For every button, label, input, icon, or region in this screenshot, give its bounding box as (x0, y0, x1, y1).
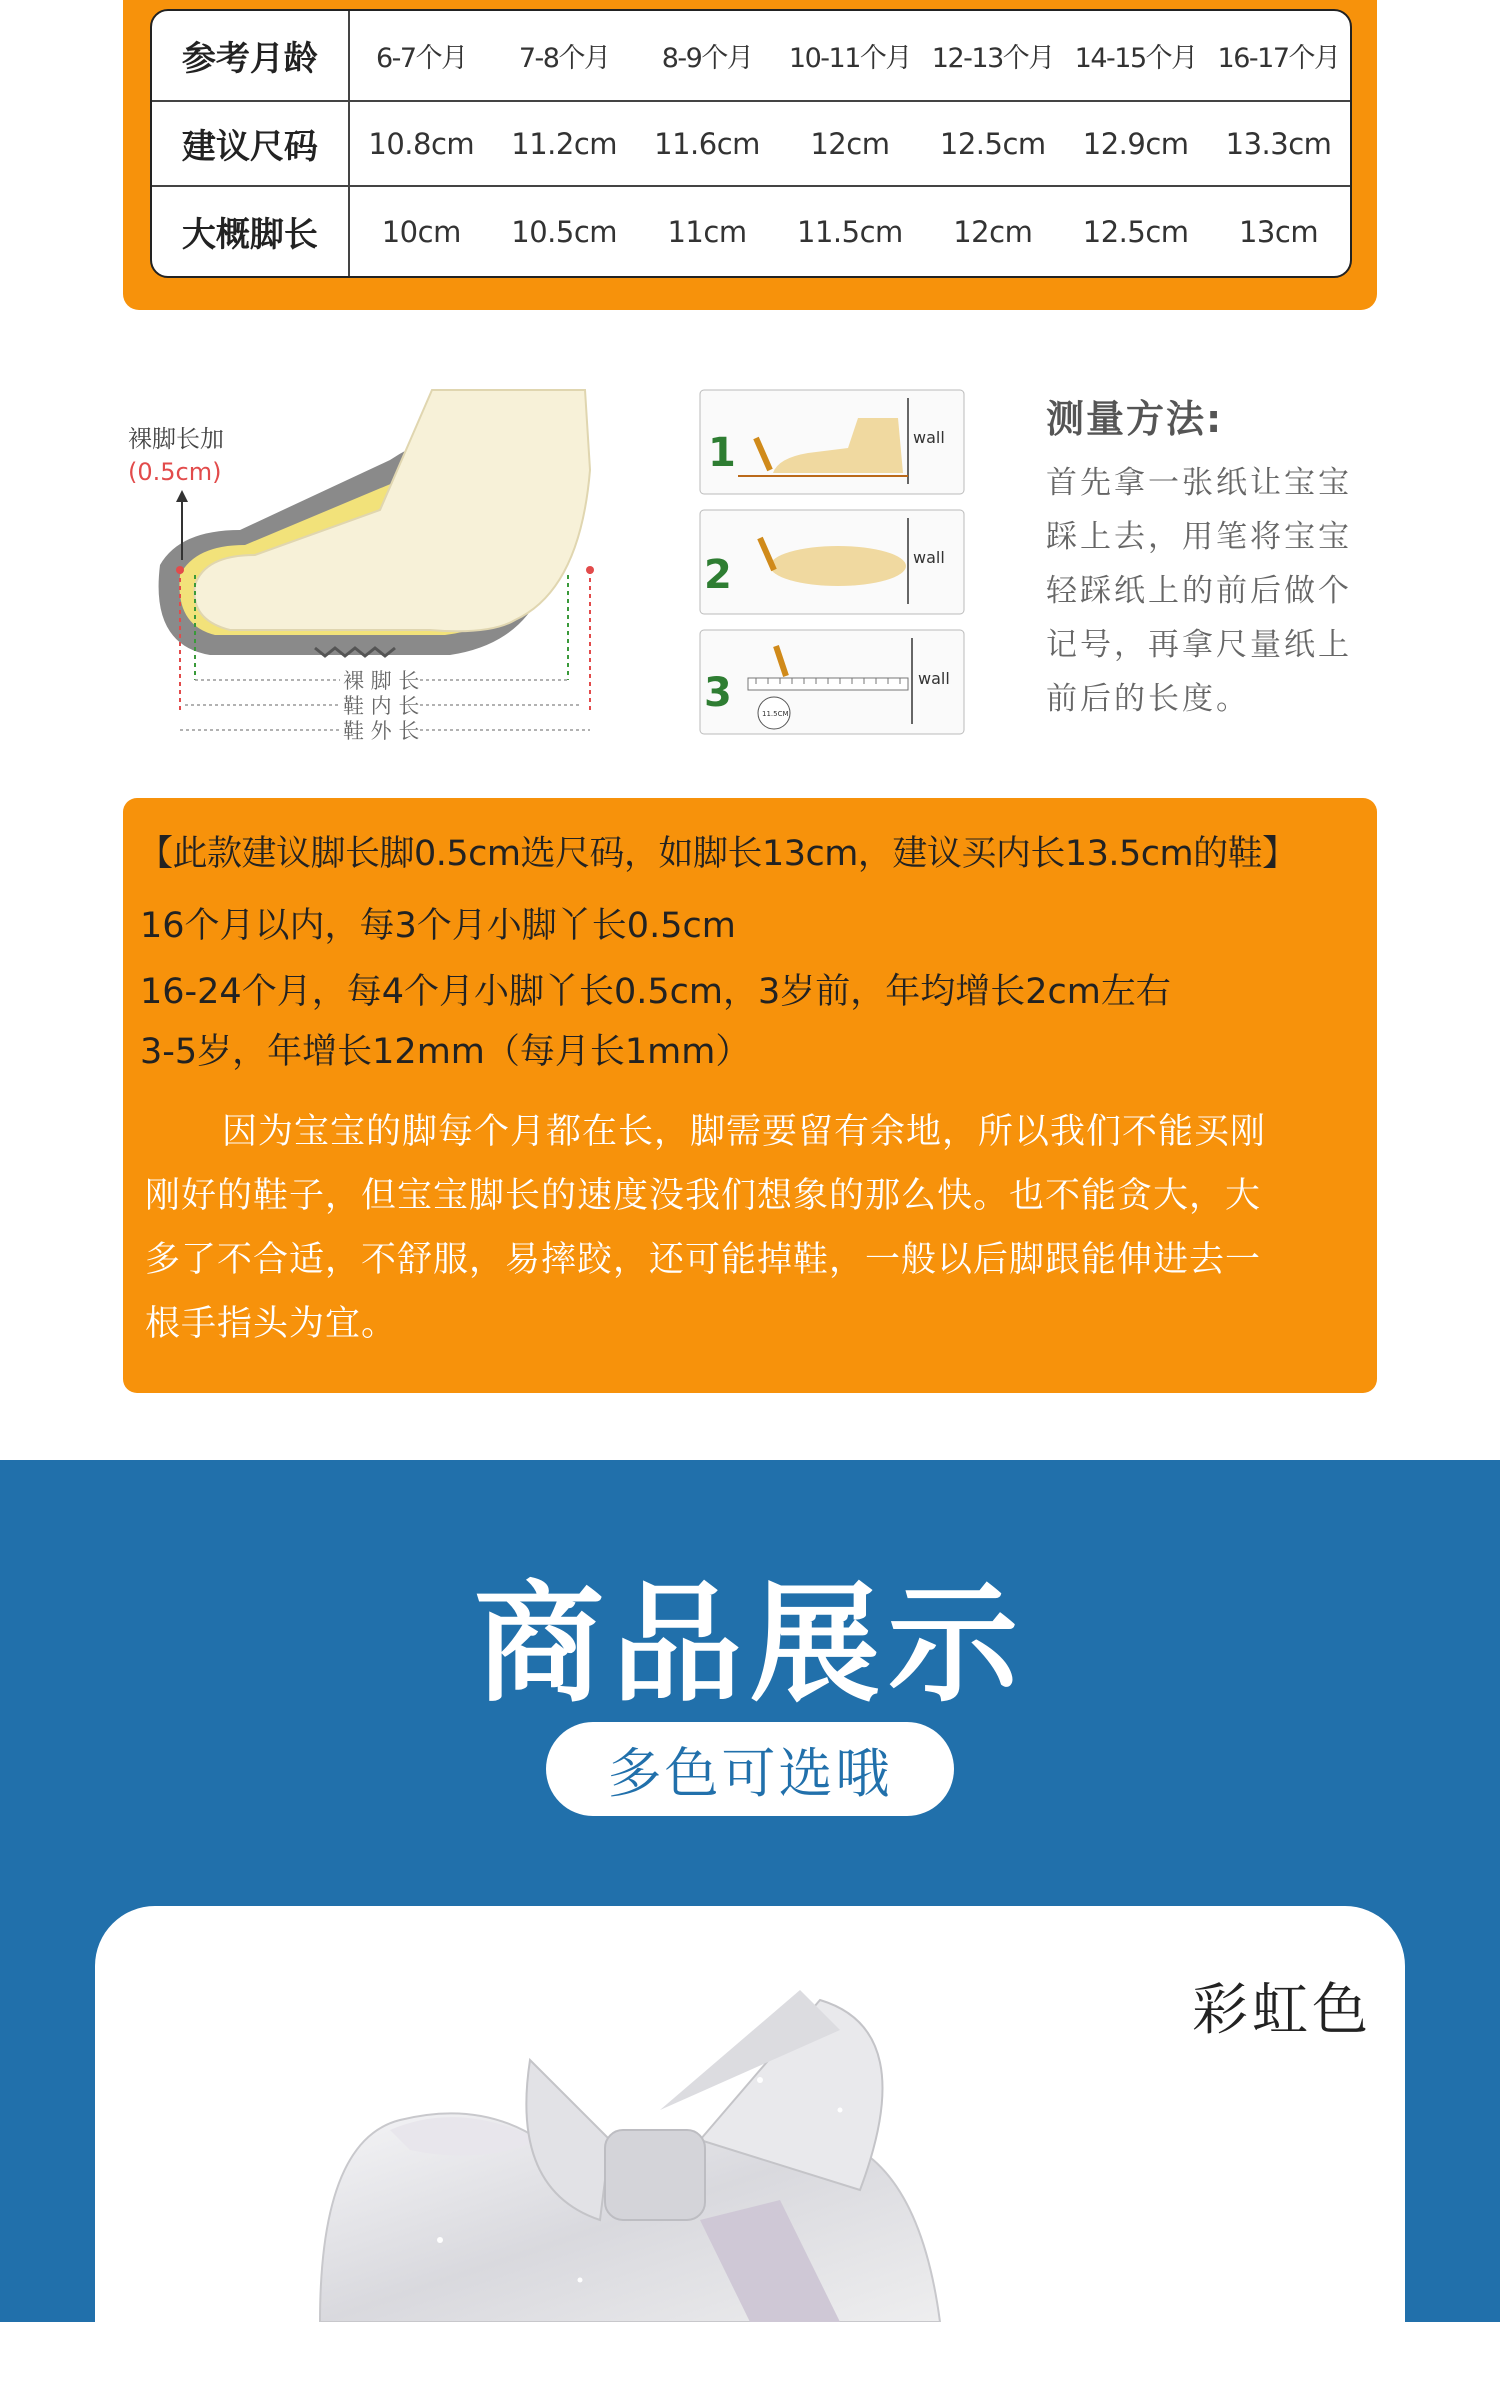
table-cell: 11.2cm (511, 126, 618, 161)
measure-description (1046, 456, 1386, 726)
table-cell: 7-8个月 (518, 43, 610, 74)
wall-label: wall (918, 669, 950, 688)
sparkle (757, 2077, 763, 2083)
table-cell: 12cm (953, 214, 1033, 249)
table-cell: 8-9个月 (661, 43, 753, 74)
measure-line: 记号，再拿尺量纸上 (1046, 627, 1352, 663)
foot-icon (770, 546, 906, 586)
table-cell: 13.3cm (1225, 126, 1332, 161)
advice-line: 3-5岁，年增长12mm（每月长1mm） (140, 1032, 751, 1072)
section-title: 商品展示 (473, 1568, 1026, 1720)
advice-paragraph-line: 多了不合适，不舒服，易摔跤，还可能掉鞋，一般以后脚跟能伸进去一 (145, 1240, 1262, 1280)
sparkle (838, 2108, 843, 2113)
table-cell: 11.6cm (654, 126, 760, 161)
row-header: 大概脚长 (152, 187, 350, 276)
advice-line: 16个月以内，每3个月小脚丫长0.5cm (140, 906, 736, 946)
measure-line: 首先拿一张纸让宝宝 (1046, 465, 1352, 501)
measure-title: 测量方法: (1046, 397, 1224, 441)
sparkle (437, 2237, 443, 2243)
wall-label: wall (913, 548, 945, 567)
table-cell: 12-13个月 (931, 43, 1054, 74)
label-bare-foot: 裸 脚 长 (343, 669, 420, 693)
step-number: 1 (708, 430, 736, 476)
measure-line: 前后的长度。 (1046, 681, 1250, 717)
table-cell: 11.5cm (797, 214, 903, 249)
advice-headline: 【此款建议脚长脚0.5cm选尺码，如脚长13cm，建议买内长13.5cm的鞋】 (138, 834, 1297, 874)
foot-shape (194, 390, 590, 631)
marker-dot (176, 566, 184, 574)
table-cell: 12.5cm (1082, 214, 1189, 249)
row-header: 建议尺码 (152, 102, 350, 185)
table-cell: 12.9cm (1082, 126, 1189, 161)
wall-label: wall (913, 428, 945, 447)
advice-line: 16-24个月，每4个月小脚丫长0.5cm，3岁前，年均增长2cm左右 (140, 972, 1171, 1012)
note-text: (0.5cm) (128, 458, 222, 486)
table-row (152, 187, 1350, 276)
table-row (152, 102, 1350, 187)
advice-paragraph-line: 根手指头为宜。 (145, 1304, 398, 1344)
color-name-label: 彩虹色 (1192, 1978, 1372, 2043)
step-number: 2 (704, 552, 732, 598)
arrow-up-icon (176, 490, 188, 502)
table-cell: 10.5cm (511, 214, 618, 249)
table-cell: 12cm (810, 126, 890, 161)
table-row (152, 11, 1350, 102)
table-cell: 10.8cm (368, 126, 475, 161)
table-cell: 11cm (667, 214, 747, 249)
measure-line: 踩上去，用笔将宝宝 (1046, 519, 1352, 555)
label-shoe-inner: 鞋 内 长 (343, 694, 420, 718)
ruler-reading: 11.5CM (762, 710, 789, 718)
table-cell: 16-17个月 (1217, 43, 1340, 74)
table-cell: 12.5cm (939, 126, 1046, 161)
row-header: 参考月龄 (152, 11, 350, 100)
table-cell: 6-7个月 (375, 43, 467, 74)
bow-knot (605, 2130, 705, 2220)
sparkle (578, 2278, 583, 2283)
table-cell: 10cm (381, 214, 461, 249)
advice-paragraph-line: 刚好的鞋子，但宝宝脚长的速度没我们想象的那么快。也不能贪大，大 (145, 1176, 1262, 1216)
table-cell: 14-15个月 (1074, 43, 1197, 74)
label-shoe-outer: 鞋 外 长 (343, 719, 420, 743)
size-table (150, 9, 1352, 278)
measure-line: 轻踩纸上的前后做个 (1046, 573, 1352, 609)
table-cell: 10-11个月 (788, 43, 911, 74)
marker-dot (586, 566, 594, 574)
measuring-steps-diagram (698, 388, 968, 748)
color-options-pill: 多色可选哦 (546, 1722, 954, 1816)
foot-in-shoe-diagram (120, 380, 640, 760)
step-number: 3 (704, 670, 732, 716)
shoe-photo (280, 1990, 1040, 2322)
advice-paragraph-line: 因为宝宝的脚每个月都在长，脚需要留有余地，所以我们不能买刚 (222, 1112, 1267, 1152)
note-text: 裸脚长加 (128, 425, 224, 453)
table-cell: 13cm (1238, 214, 1319, 249)
